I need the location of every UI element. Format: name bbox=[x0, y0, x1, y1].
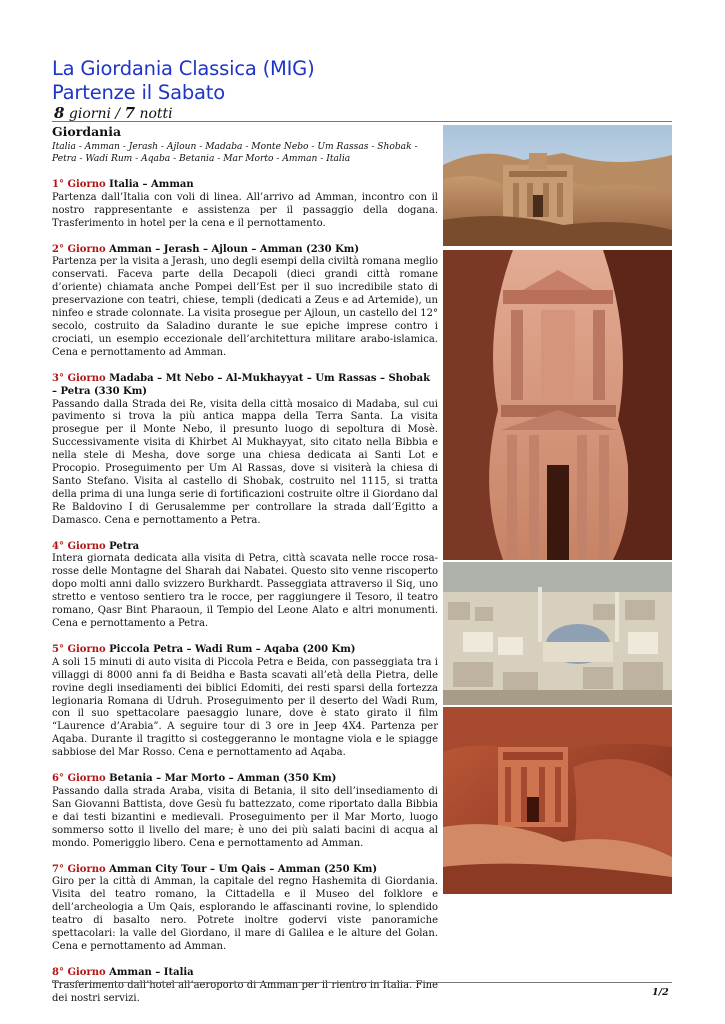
route-summary: Italia - Amman - Jerash - Ajloun - Madaba - Monte Nebo - Um Rassas - Shobak - Petra - Wadi Rum - Aqaba - Betania - Mar Morto - Amman - Italia bbox=[52, 141, 418, 165]
country-heading: Giordania bbox=[52, 124, 122, 139]
bottom-divider bbox=[52, 982, 672, 983]
day-number: 3° Giorno bbox=[52, 372, 106, 384]
photo-petra-treasury bbox=[443, 250, 672, 560]
photo-petra-tombs bbox=[443, 707, 672, 894]
days-count: 8 bbox=[54, 104, 65, 122]
day-number: 8° Giorno bbox=[52, 966, 106, 978]
day-route: Italia – Amman bbox=[109, 178, 194, 190]
top-divider bbox=[52, 121, 672, 122]
day-route: Madaba – Mt Nebo – Al-Mukhayyat – Um Rassas – Shobak – Petra (330 Km) bbox=[52, 372, 431, 397]
day-description: Passando dalla Strada dei Re, visita della città mosaico di Madaba, sul cui pavimento si trova la più antica mappa della Terra Santa. La visita prosegue per il Monte Nebo, il presunto luogo di sepoltura di Mosè. Successivamente visita di Khirbet Al Mukhayyat, sito citato nella Bibbia e nella stele di Mesha, dove sorge una chiesa dedicata ai Santi Lot e Procopio. Proseguimento per Um Al Rassas, dove si visiterà la chiesa di Santo Stefano. Visita al castello di Shobak, costruito nel 1115, si tratta della prima di una lunga serie di fortificazioni costruite oltre il Giordano dal Re Baldovino I di Gerusalemme per controllare la strada dall’Egitto a Damasco. Cena e pernottamento a Petra. bbox=[52, 398, 438, 526]
page-number: 1/2 bbox=[652, 987, 669, 998]
day-heading bbox=[52, 967, 438, 980]
day-description: Intera giornata dedicata alla visita di Petra, città scavata nelle rocce rosa-rosse delle Montagne del Sharah dai Nabatei. Questo sito venne riscoperto dopo molti anni dallo svizzero Burkhardt. Passeggiata attraverso il Siq, uno stretto e ventoso sentiero tra le rocce, per raggiungere il Tesoro, il teatro romano, Qasr Bint Pharaoun, il Tempio del Leone Alato e altri monumenti. Cena e pernottamento a Petra. bbox=[52, 553, 438, 629]
day-description: Partenza per la visita a Jerash, uno degli esempi della civiltà romana meglio conservati. Faceva parte della Decapoli (dieci grandi città romane d’oriente) chiamata anche Pompei dell’Est per il suo incredibile stato di preservazione con teatri, chiese, templi (dedicati a Zeus e ad Artemide), un ninfeo e strade colonnate. La visita prosegue per Ajloun, un castello del 12° secolo, costruito da Saladino durante le sue epiche imprese contro i crociati, un esempio eccezionale dell’architettura militare arabo-islamica. Cena e pernottamento ad Amman. bbox=[52, 256, 439, 358]
day-5 bbox=[52, 644, 438, 760]
day-route: Amman – Italia bbox=[109, 966, 194, 978]
day-description: Trasferimento dall’hotel all’aeroporto di Amman per il rientro in Italia. Fine dei nostri servizi. bbox=[52, 979, 438, 1004]
day-route: Petra bbox=[109, 540, 140, 552]
day-number: 2° Giorno bbox=[52, 243, 106, 255]
day-4 bbox=[52, 541, 438, 631]
day-route: Betania – Mar Morto – Amman (350 Km) bbox=[109, 773, 337, 785]
day-route: Piccola Petra – Wadi Rum – Aqaba (200 Km) bbox=[109, 643, 356, 655]
nights-word: notti bbox=[139, 106, 173, 122]
photo-amman-city bbox=[443, 562, 672, 705]
day-heading bbox=[52, 541, 438, 554]
nights-count: 7 bbox=[124, 104, 136, 122]
day-2 bbox=[52, 244, 438, 360]
days-word: giorni bbox=[68, 106, 111, 122]
day-description: Giro per la città di Amman, la capitale del regno Hashemita di Giordania. Visita del teatro romano, la Cittadella e il Museo del folklore e dell’archeologia a Um Qais, esplorando le affascinanti rovine, lo splendido teatro di basalto nero. Potrete inoltre godervi viste panoramiche spettacolari: la valle del Giordano, il mare di Galilea e le alture del Golan. Cena e pernottamento ad Amman. bbox=[52, 876, 438, 952]
day-description: Partenza dall’Italia con voli di linea. All’arrivo ad Amman, incontro con il nostro rappresentante e assistenza per il passaggio della dogana. Trasferimento in hotel per la cena e il pernottamento. bbox=[52, 191, 438, 229]
day-route: Amman – Jerash – Ajloun – Amman (230 Km) bbox=[109, 243, 360, 255]
day-heading bbox=[52, 373, 438, 399]
day-description: A soli 15 minuti di auto visita di Piccola Petra e Beida, con passeggiata tra i villaggi di 8000 anni fa di Beidha e Basta scavati all’età della Pietra, delle rovine degli insediamenti dei biblici Edomiti, dei resti sparsi della fortezza legionaria Romana di Udruh. Proseguimento per il deserto del Wadi Rum, con il suo spettacolare paesaggio lunare, dove è stato girato il film “Laurence d’Arabia”. A seguire tour di 3 ore in Jeep 4X4. Partenza per Aqaba. Durante il tragitto si costeggeranno le montagne viola e le spiagge sabbiose del Mar Rosso. Cena e pernottamento ad Aqaba. bbox=[52, 656, 438, 759]
day-heading bbox=[52, 179, 438, 192]
day-number: 4° Giorno bbox=[52, 540, 106, 552]
day-number: 5° Giorno bbox=[52, 643, 106, 655]
day-6 bbox=[52, 773, 438, 850]
day-7 bbox=[52, 864, 438, 954]
day-number: 7° Giorno bbox=[52, 863, 106, 875]
duration bbox=[54, 104, 173, 122]
day-8 bbox=[52, 967, 438, 1006]
photo-petra-monastery bbox=[443, 125, 672, 246]
day-number: 6° Giorno bbox=[52, 773, 106, 785]
day-heading bbox=[52, 244, 438, 257]
page-subtitle: Partenze il Sabato bbox=[52, 81, 225, 104]
day-route: Amman City Tour – Um Qais – Amman (250 Km) bbox=[109, 863, 378, 875]
day-heading bbox=[52, 864, 438, 877]
day-heading bbox=[52, 644, 438, 657]
itinerary bbox=[52, 126, 438, 1006]
day-heading bbox=[52, 773, 438, 786]
duration-separator: / bbox=[110, 106, 125, 122]
page-title: La Giordania Classica (MIG) bbox=[52, 57, 315, 80]
day-number: 1° Giorno bbox=[52, 178, 106, 190]
day-description: Passando dalla strada Araba, visita di Betania, il sito dell’insediamento di San Giovanni Battista, dove Gesù fu battezzato, come riportato dalla Bibbia e dai testi bizantini e medievali. Proseguimento per il Mar Morto, luogo sommerso sotto il livello del mare; è uno dei più salati bacini di acqua al mondo. Pomeriggio libero. Cena e pernottamento ad Amman. bbox=[52, 785, 438, 849]
day-3 bbox=[52, 373, 438, 528]
day-1 bbox=[52, 179, 438, 231]
